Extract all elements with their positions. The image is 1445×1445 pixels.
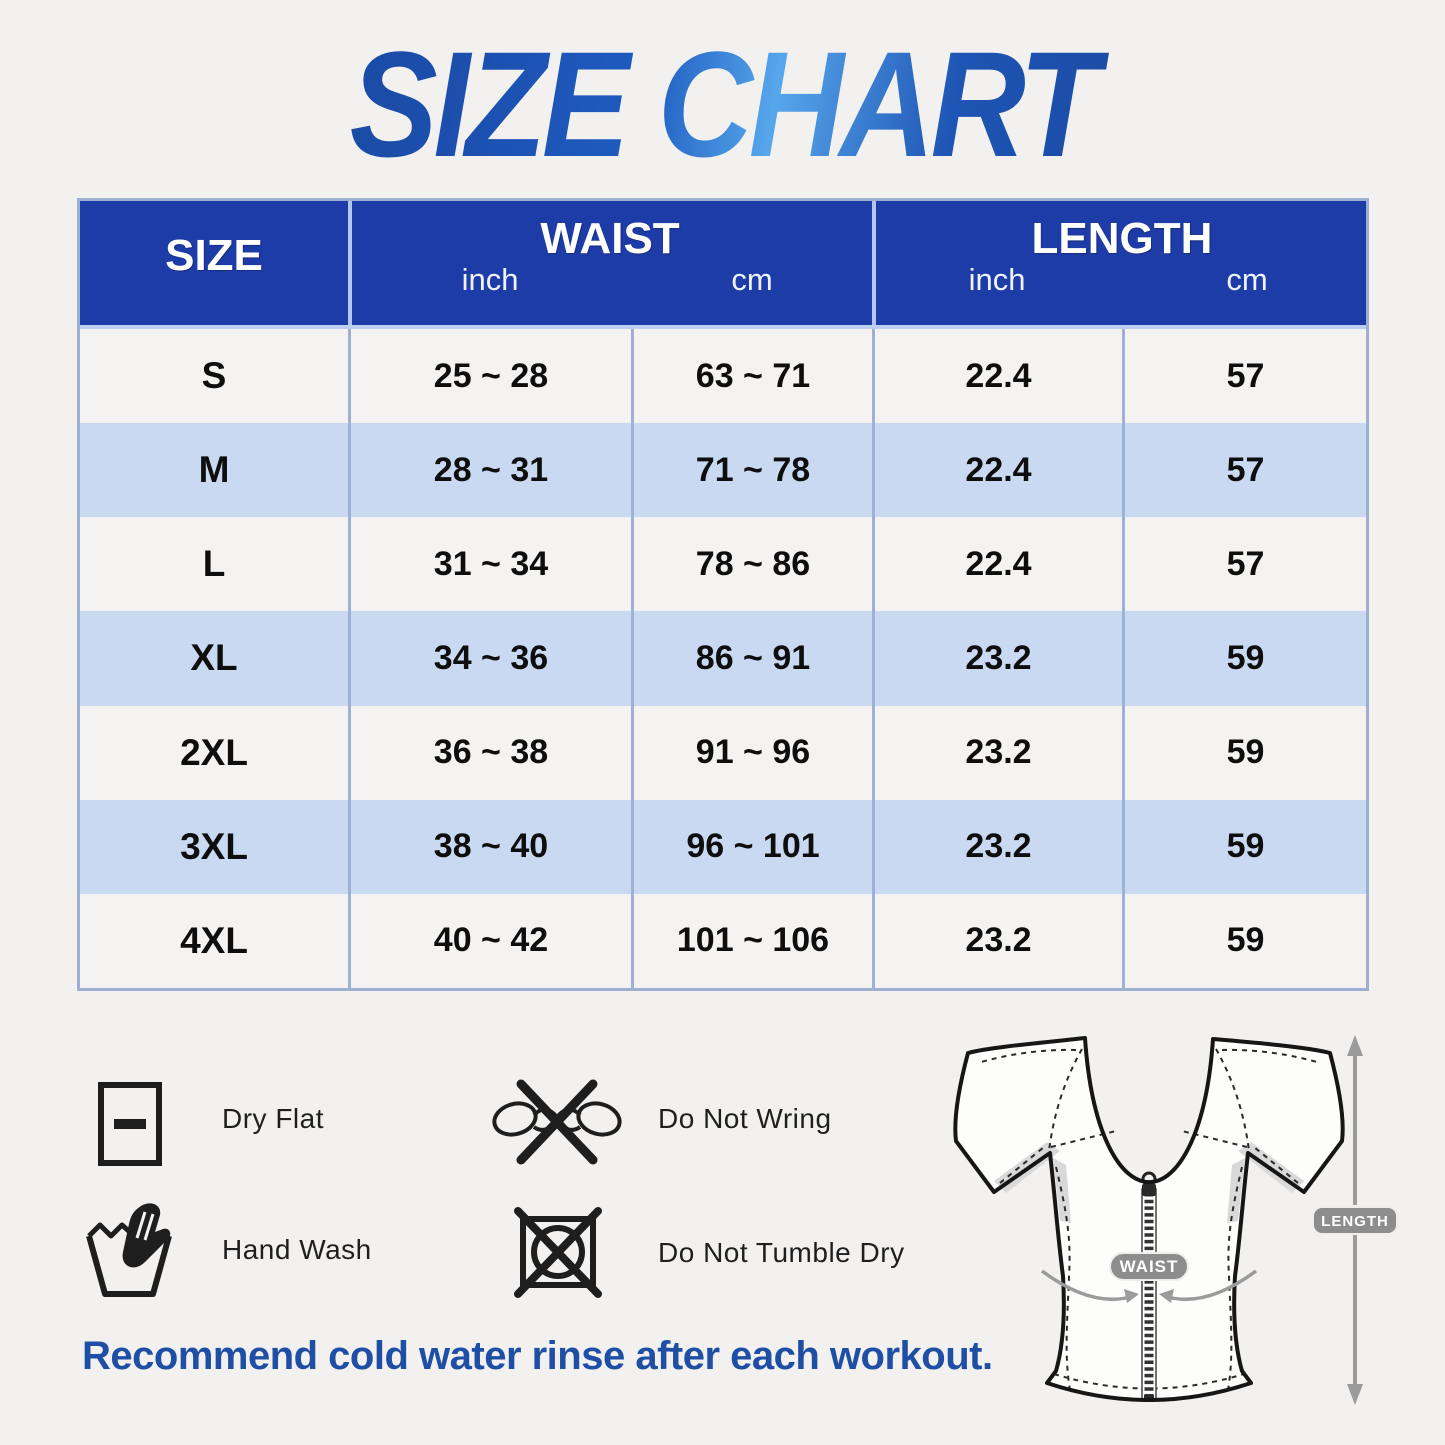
garment-measurement-diagram <box>930 1025 1445 1443</box>
table-cell: 36 ~ 38 <box>348 706 631 800</box>
table-cell: 31 ~ 34 <box>348 517 631 611</box>
table-cell: 23.2 <box>872 800 1122 894</box>
table-row <box>80 706 1366 800</box>
table-cell: 57 <box>1122 517 1366 611</box>
table-cell: 63 ~ 71 <box>631 329 872 423</box>
dry-flat-icon <box>97 1081 163 1167</box>
table-cell: 101 ~ 106 <box>631 894 872 988</box>
table-cell: 78 ~ 86 <box>631 517 872 611</box>
table-cell: 38 ~ 40 <box>348 800 631 894</box>
table-cell: 34 ~ 36 <box>348 611 631 705</box>
table-cell: 23.2 <box>872 706 1122 800</box>
header-waist-cm: cm <box>731 262 773 297</box>
do-not-wring-icon <box>488 1077 626 1169</box>
table-cell: 22.4 <box>872 517 1122 611</box>
header-size: SIZE <box>165 231 263 280</box>
table-row <box>80 329 1366 423</box>
page-title: SIZE CHART <box>87 18 1359 191</box>
table-cell: 2XL <box>180 731 248 773</box>
table-cell: 22.4 <box>872 423 1122 517</box>
zipper <box>1142 1173 1156 1402</box>
table-row <box>80 800 1366 894</box>
table-cell: 25 ~ 28 <box>348 329 631 423</box>
table-cell: 59 <box>1122 894 1366 988</box>
size-table <box>77 198 1369 991</box>
care-label-hand-wash: Hand Wash <box>222 1234 372 1265</box>
table-cell: 23.2 <box>872 611 1122 705</box>
table-cell: 57 <box>1122 329 1366 423</box>
table-row <box>80 517 1366 611</box>
header-divider <box>348 201 352 325</box>
table-cell: 59 <box>1122 706 1366 800</box>
table-cell: 57 <box>1122 423 1366 517</box>
table-cell: 96 ~ 101 <box>631 800 872 894</box>
table-row <box>80 423 1366 517</box>
table-cell: 59 <box>1122 800 1366 894</box>
table-cell: 28 ~ 31 <box>348 423 631 517</box>
header-length-cm: cm <box>1226 262 1268 297</box>
header-length: LENGTH <box>1031 214 1213 263</box>
table-cell: L <box>202 543 226 585</box>
header-waist: WAIST <box>540 214 680 263</box>
care-label-do-not-wring: Do Not Wring <box>658 1103 832 1134</box>
table-cell: XL <box>190 637 238 679</box>
footer-note: Recommend cold water rinse after each workout. <box>82 1334 993 1378</box>
table-row <box>80 894 1366 988</box>
waist-pill <box>1110 1253 1188 1280</box>
table-cell: 40 ~ 42 <box>348 894 631 988</box>
table-cell: 86 ~ 91 <box>631 611 872 705</box>
waist-pill-label: WAIST <box>1119 1257 1179 1276</box>
hand-wash-icon <box>85 1200 173 1298</box>
length-pill-label: LENGTH <box>1321 1213 1389 1230</box>
table-cell: 22.4 <box>872 329 1122 423</box>
do-not-tumble-dry-icon <box>512 1202 604 1301</box>
table-cell: 23.2 <box>872 894 1122 988</box>
table-cell: 3XL <box>180 825 248 867</box>
table-cell: 59 <box>1122 611 1366 705</box>
care-label-do-not-tumble-dry: Do Not Tumble Dry <box>658 1237 905 1268</box>
table-cell: S <box>201 355 227 397</box>
table-cell: M <box>198 449 230 491</box>
table-cell: 71 ~ 78 <box>631 423 872 517</box>
table-row <box>80 611 1366 705</box>
care-label-dry-flat: Dry Flat <box>222 1103 324 1134</box>
table-cell: 91 ~ 96 <box>631 706 872 800</box>
header-waist-inch: inch <box>461 262 519 297</box>
header-length-inch: inch <box>968 262 1026 297</box>
table-cell: 4XL <box>180 919 248 961</box>
table-body <box>80 325 1366 988</box>
table-header <box>80 201 1366 325</box>
header-divider <box>872 201 876 325</box>
